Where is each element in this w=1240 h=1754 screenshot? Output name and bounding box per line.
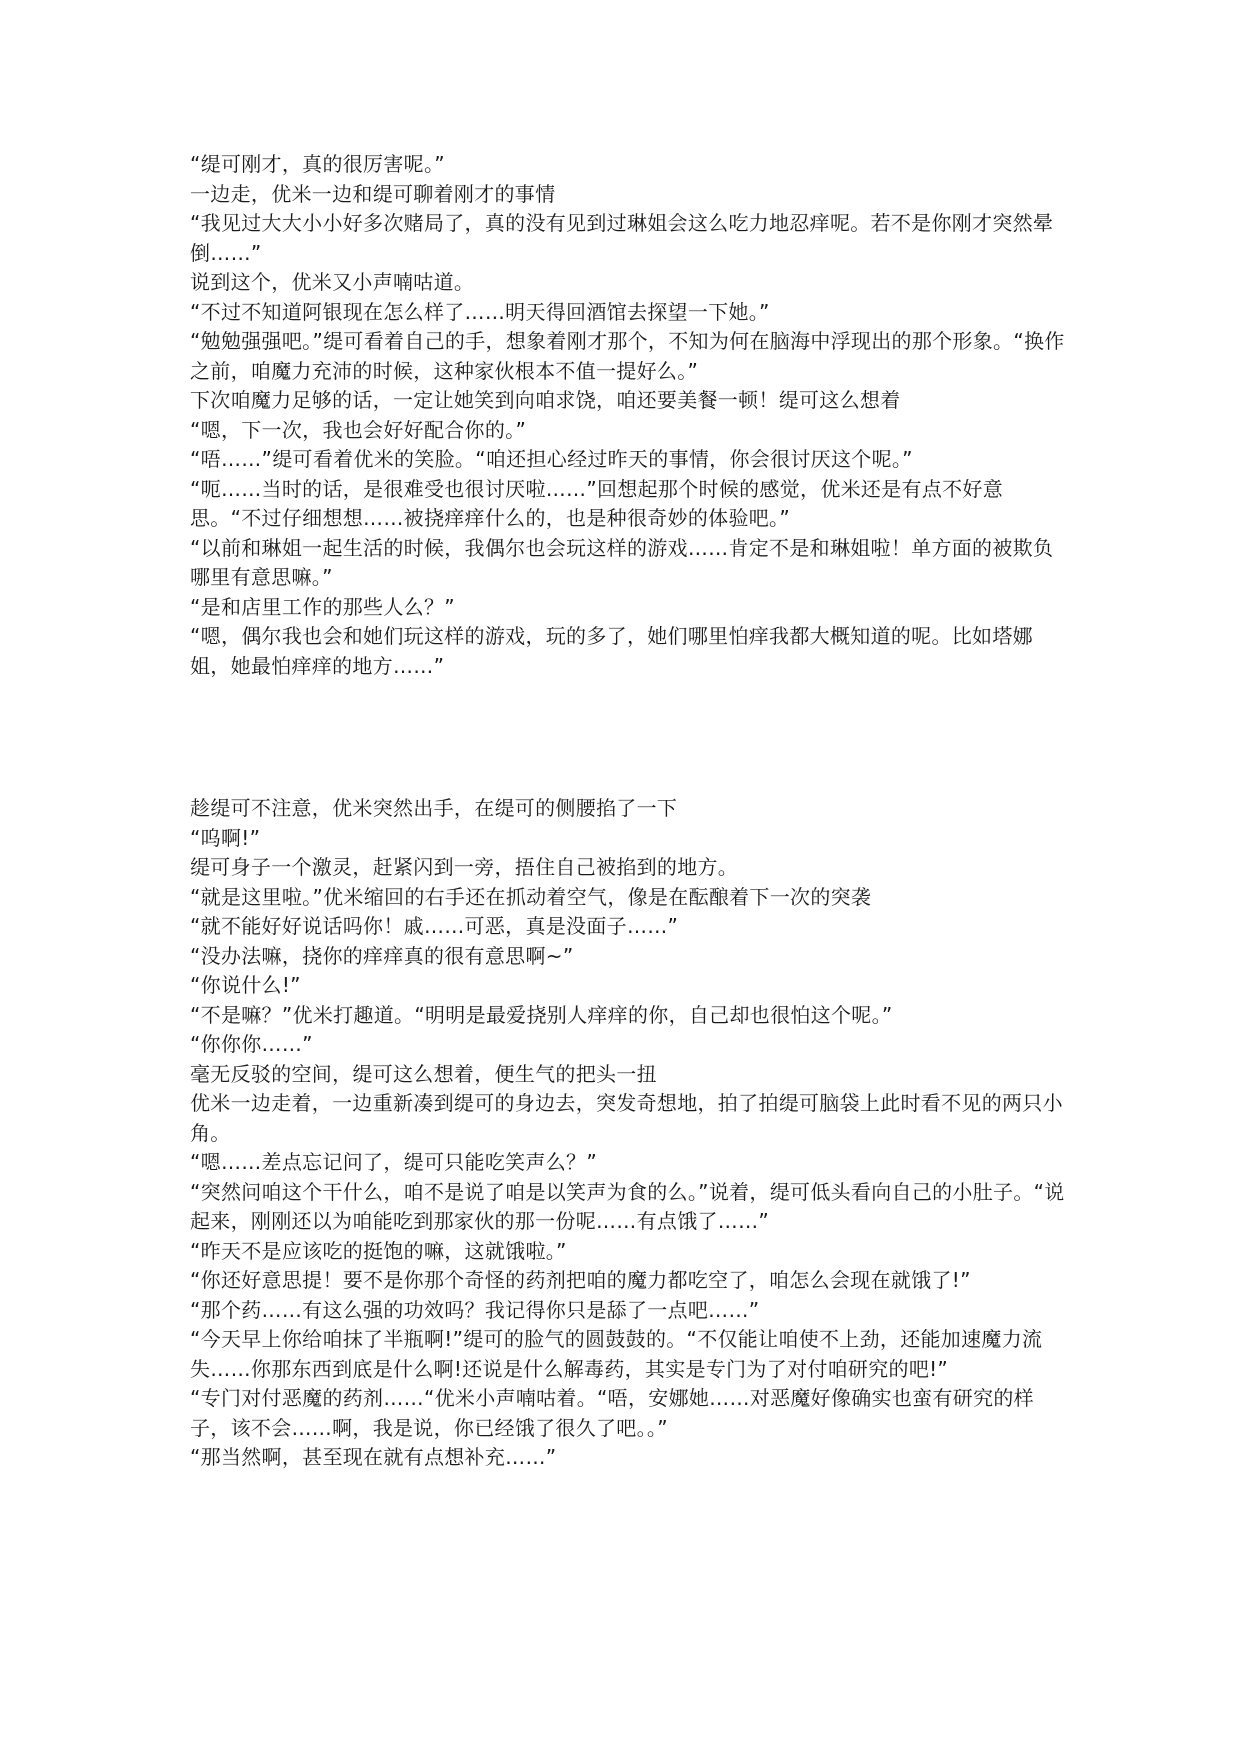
- paragraph: “以前和琳姐一起生活的时候，我偶尔也会玩这样的游戏……肯定不是和琳姐啦！单方面的被欺负哪里有意思嘛。”: [190, 535, 1054, 589]
- paragraph: “那个药……有这么强的功效吗？我记得你只是舔了一点吧……”: [190, 1297, 760, 1322]
- paragraph: “不过不知道阿银现在怎么样了……明天得回酒馆去探望一下她。”: [190, 299, 770, 324]
- paragraph: “你还好意思提！要不是你那个奇怪的药剂把咱的魔力都吃空了，咱怎么会现在就饿了!”: [190, 1268, 971, 1292]
- paragraph: “呃……当时的话，是很难受也很讨厌啦……”回想起那个时候的感觉，优米还是有点不好意思。“不过仔细想想……被挠痒痒什么的，也是种很奇妙的体验吧。”: [190, 476, 1004, 530]
- paragraph: “唔……”缇可看着优米的笑脸。“咱还担心经过昨天的事情，你会很讨厌这个呢。”: [190, 447, 913, 471]
- paragraph: 毫无反驳的空间，缇可这么想着，便生气的把头一扭: [190, 1061, 657, 1086]
- paragraph: “缇可刚才，真的很厉害呢。”: [190, 152, 445, 176]
- paragraph: “不是嘛？”优米打趣道。“明明是最爱挠别人痒痒的你，自己却也很怕这个呢。”: [190, 1002, 893, 1027]
- paragraph: “嗯……差点忘记问了，缇可只能吃笑声么？”: [190, 1150, 598, 1174]
- paragraph: 说到这个，优米又小声喃咕道。: [190, 270, 475, 294]
- paragraph: 下次咱魔力足够的话，一定让她笑到向咱求饶，咱还要美餐一顿！缇可这么想着: [190, 388, 901, 412]
- text-section-2: [190, 794, 1070, 1473]
- paragraph: 优米一边走着，一边重新凑到缇可的身边去，突发奇想地，拍了拍缇可脑袋上此时看不见的两只小角。: [190, 1091, 1063, 1145]
- paragraph: “我见过大大小小好多次赌局了，真的没有见到过琳姐会这么吃力地忍痒呢。若不是你刚才突然晕倒……”: [190, 211, 1054, 265]
- paragraph: “专门对付恶魔的药剂……“优米小声喃咕着。“唔，安娜她……对恶魔好像确实也蛮有研究的样子，该不会……啊，我是说，你已经饿了很久了吧。。”: [190, 1386, 1034, 1440]
- paragraph: 趁缇可不注意，优米突然出手，在缇可的侧腰掐了一下: [190, 796, 678, 820]
- paragraph: “你你你……”: [190, 1032, 313, 1056]
- document-page: [190, 150, 1070, 1473]
- paragraph: “呜啊!”: [190, 825, 261, 850]
- paragraph: “嗯，下一次，我也会好好配合你的。”: [190, 417, 527, 442]
- paragraph: “突然问咱这个干什么，咱不是说了咱是以笑声为食的么。”说着，缇可低头看向自己的小肚子。“说起来，刚刚还以为咱能吃到那家伙的那一份呢……有点饿了……”: [190, 1179, 1065, 1233]
- paragraph: “是和店里工作的那些人么？”: [190, 594, 455, 619]
- paragraph: 缇可身子一个激灵，赶紧闪到一旁，捂住自己被掐到的地方。: [190, 855, 739, 879]
- paragraph: “昨天不是应该吃的挺饱的嘛，这就饿啦。”: [190, 1238, 567, 1263]
- paragraph: “勉勉强强吧。”缇可看着自己的手，想象着刚才那个，不知为何在脑海中浮现出的那个形象。“换作之前，咱魔力充沛的时候，这种家伙根本不值一提好么。”: [190, 329, 1065, 383]
- paragraph: “那当然啊，甚至现在就有点想补充……”: [190, 1445, 557, 1469]
- paragraph: “嗯，偶尔我也会和她们玩这样的游戏，玩的多了，她们哪里怕痒我都大概知道的呢。比如塔娜姐，她最怕痒痒的地方……”: [190, 624, 1033, 678]
- text-section-1: [190, 150, 1070, 681]
- paragraph: “就是这里啦。”优米缩回的右手还在抓动着空气，像是在酝酿着下一次的突袭: [190, 884, 872, 909]
- paragraph: 一边走，优米一边和缇可聊着刚才的事情: [190, 181, 556, 206]
- paragraph: “就不能好好说话吗你！戚……可恶，真是没面子……”: [190, 914, 679, 938]
- paragraph: “没办法嘛，挠你的痒痒真的很有意思啊~”: [190, 943, 574, 968]
- paragraph: “你说什么!”: [190, 973, 301, 997]
- paragraph: “今天早上你给咱抹了半瓶啊!”缇可的脸气的圆鼓鼓的。“不仅能让咱使不上劲，还能加速魔力流失……你那东西到底是什么啊!还说是什么解毒药，其实是专门为了对付咱研究的吧!”: [190, 1327, 1043, 1381]
